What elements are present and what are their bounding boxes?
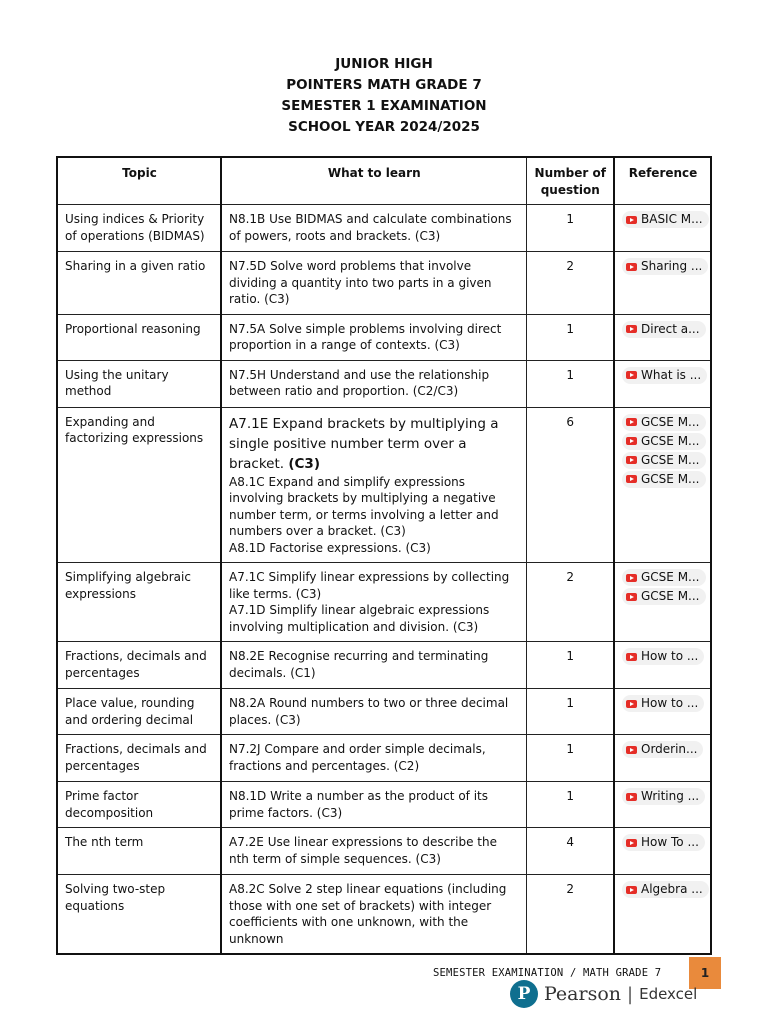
reference-link-label: How to ...: [641, 649, 699, 663]
document-header: [0, 54, 768, 138]
topic-cell: Place value, rounding and ordering decimal: [57, 689, 221, 735]
page-number: 1: [689, 957, 721, 989]
reference-link-label: GCSE M...: [641, 452, 700, 467]
learning-objective-cell: [221, 689, 526, 735]
topic-cell: Using indices & Priority of operations (BIDMAS): [57, 205, 221, 252]
reference-link-label: GCSE M...: [641, 570, 700, 584]
reference-link-list: [622, 321, 704, 340]
reference-link-list: [622, 788, 704, 807]
learning-objective-text: N7.5H Understand and use the relationship between ratio and proportion. (C2/C3): [229, 367, 490, 398]
youtube-icon: [626, 456, 637, 464]
topic-cell: Proportional reasoning: [57, 314, 221, 360]
youtube-reference-link[interactable]: [622, 471, 706, 488]
reference-link-list: [622, 834, 704, 853]
learning-objective-text: A7.1D Simplify linear algebraic expressions involving multiplication and division. (C3): [229, 603, 490, 634]
question-count-cell: 1: [526, 642, 614, 689]
reference-link-label: Orderin...: [641, 742, 698, 756]
learning-objective-text: N8.2E Recognise recurring and terminating decimals. (C1): [229, 649, 489, 680]
question-count-cell: 1: [526, 735, 614, 782]
header-line-4: SCHOOL YEAR 2024/2025: [288, 119, 480, 135]
learning-objective-cell: [221, 828, 526, 875]
youtube-icon: [626, 216, 637, 224]
topic-cell: Solving two-step equations: [57, 875, 221, 955]
reference-link-label: GCSE M...: [641, 589, 700, 603]
topic-cell: Sharing in a given ratio: [57, 252, 221, 315]
reference-cell: [614, 360, 711, 407]
question-count-cell: 1: [526, 360, 614, 407]
header-line-3: SEMESTER 1 EXAMINATION: [281, 98, 487, 114]
youtube-icon: [626, 437, 637, 445]
reference-cell: [614, 875, 711, 955]
learning-objective-text: N7.5A Solve simple problems involving direct proportion in a range of contexts. (C3): [229, 321, 502, 352]
learning-objective-text: N8.2A Round numbers to two or three decimal places. (C3): [229, 696, 509, 727]
youtube-icon: [626, 886, 637, 894]
reference-cell: [614, 252, 711, 315]
table-row: [57, 563, 711, 642]
youtube-icon: [626, 746, 637, 754]
table-row: [57, 642, 711, 689]
table-row: [57, 360, 711, 407]
column-header-reference: Reference: [614, 157, 711, 205]
reference-cell: [614, 314, 711, 360]
exam-topics-table: [56, 156, 712, 955]
learning-objective-cell: [221, 407, 526, 563]
youtube-icon: [626, 839, 637, 847]
learning-objective-cell: [221, 360, 526, 407]
learning-objective-cell: [221, 875, 526, 955]
learning-objective-cell: [221, 642, 526, 689]
learning-objective-text: A7.1C Simplify linear expressions by collecting like terms. (C3): [229, 570, 510, 601]
youtube-icon: [626, 700, 637, 708]
learning-objective-cell: [221, 205, 526, 252]
header-line-2: POINTERS MATH GRADE 7: [286, 77, 482, 93]
column-header-learn: What to learn: [221, 157, 526, 205]
youtube-reference-link[interactable]: [622, 834, 705, 851]
learning-objective-cell: [221, 782, 526, 828]
reference-cell: [614, 407, 711, 563]
learning-objective-text: N7.2J Compare and order simple decimals, fractions and percentages. (C2): [229, 742, 486, 773]
reference-link-list: [622, 367, 704, 386]
question-count-cell: 6: [526, 407, 614, 563]
youtube-reference-link[interactable]: [622, 433, 706, 450]
pearson-edexcel-logo: [510, 980, 697, 1008]
reference-link-label: BASIC M...: [641, 212, 703, 226]
youtube-reference-link[interactable]: [622, 648, 704, 665]
youtube-reference-link[interactable]: [622, 788, 705, 805]
youtube-reference-link[interactable]: [622, 258, 708, 275]
reference-link-list: [622, 881, 704, 900]
learning-objective-text: A7.1E Expand brackets by multiplying a single positive number term over a bracket.: [229, 415, 499, 472]
table-row: [57, 735, 711, 782]
youtube-icon: [626, 371, 637, 379]
youtube-icon: [626, 653, 637, 661]
table-header-row: [57, 157, 711, 205]
logo-name: Pearson: [544, 983, 622, 1005]
reference-link-label: Writing ...: [641, 789, 700, 803]
table-row: [57, 314, 711, 360]
footer-caption: SEMESTER EXAMINATION / MATH GRADE 7: [433, 967, 662, 979]
youtube-icon: [626, 418, 637, 426]
table-row: [57, 875, 711, 955]
table-row: [57, 407, 711, 563]
question-count-cell: 1: [526, 782, 614, 828]
question-count-cell: 2: [526, 875, 614, 955]
learning-objective-text: N8.1D Write a number as the product of its prime factors. (C3): [229, 789, 488, 820]
question-count-cell: 4: [526, 828, 614, 875]
column-header-number: Number of question: [526, 157, 614, 205]
topic-cell: Expanding and factorizing expressions: [57, 407, 221, 563]
question-count-cell: 1: [526, 314, 614, 360]
reference-link-list: [622, 569, 704, 607]
pearson-logo-icon: P: [510, 980, 538, 1008]
youtube-icon: [626, 263, 637, 271]
reference-link-list: [622, 695, 704, 714]
youtube-icon: [626, 793, 637, 801]
learning-objective-cell: [221, 563, 526, 642]
header-line-1: JUNIOR HIGH: [335, 56, 433, 72]
reference-link-list: [622, 414, 704, 490]
topic-cell: Simplifying algebraic expressions: [57, 563, 221, 642]
reference-link-label: What is ...: [641, 367, 702, 382]
youtube-reference-link[interactable]: [622, 569, 706, 586]
learning-objective-text: A8.2C Solve 2 step linear equations (including those with one set of brackets) with integer coefficients with one unknown, with the unknown: [229, 882, 507, 946]
reference-link-list: [622, 648, 704, 667]
table-row: [57, 205, 711, 252]
question-count-cell: 2: [526, 563, 614, 642]
youtube-reference-link[interactable]: [622, 367, 707, 384]
learning-objective-highlight: [229, 414, 520, 474]
reference-link-label: GCSE M...: [641, 471, 700, 486]
reference-cell: [614, 828, 711, 875]
reference-cell: [614, 689, 711, 735]
table-row: [57, 828, 711, 875]
topic-cell: Using the unitary method: [57, 360, 221, 407]
learning-objective-cell: [221, 314, 526, 360]
reference-link-label: How To ...: [641, 835, 699, 849]
reference-link-list: [622, 211, 704, 230]
learning-objective-text: A8.1D Factorise expressions. (C3): [229, 540, 431, 555]
learning-objective-text: N7.5D Solve word problems that involve dividing a quantity into two parts in a given ratio. (C3): [229, 259, 492, 306]
topic-cell: Fractions, decimals and percentages: [57, 735, 221, 782]
youtube-icon: [626, 574, 637, 582]
topic-cell: Prime factor decomposition: [57, 782, 221, 828]
youtube-reference-link[interactable]: [622, 414, 706, 431]
youtube-icon: [626, 325, 637, 333]
reference-cell: [614, 735, 711, 782]
reference-link-label: GCSE M...: [641, 433, 700, 448]
reference-link-label: Sharing ...: [641, 259, 703, 273]
youtube-reference-link[interactable]: [622, 881, 709, 898]
table-body: [57, 205, 711, 955]
youtube-reference-link[interactable]: [622, 452, 706, 469]
table-row: [57, 689, 711, 735]
table-row: [57, 782, 711, 828]
reference-link-label: How to ...: [641, 696, 699, 710]
youtube-reference-link[interactable]: [622, 695, 704, 712]
reference-link-label: GCSE M...: [641, 414, 700, 429]
reference-cell: [614, 782, 711, 828]
table-row: [57, 252, 711, 315]
topic-cell: Fractions, decimals and percentages: [57, 642, 221, 689]
column-header-topic: Topic: [57, 157, 221, 205]
question-count-cell: 2: [526, 252, 614, 315]
reference-link-list: [622, 741, 704, 760]
cognitive-level: (C3): [288, 455, 320, 472]
youtube-reference-link[interactable]: [622, 321, 706, 338]
reference-cell: [614, 563, 711, 642]
learning-objective-text: A8.1C Expand and simplify expressions involving brackets by multiplying a negative number term, or terms involving a letter and numbers over a bracket. (C3): [229, 474, 499, 538]
youtube-icon: [626, 475, 637, 483]
reference-link-list: [622, 258, 704, 277]
question-count-cell: 1: [526, 689, 614, 735]
learning-objective-cell: [221, 735, 526, 782]
learning-objective-text: A7.2E Use linear expressions to describe the nth term of simple sequences. (C3): [229, 835, 497, 866]
logo-subtitle: Edexcel: [639, 985, 698, 1003]
youtube-reference-link[interactable]: [622, 588, 706, 605]
topic-cell: The nth term: [57, 828, 221, 875]
question-count-cell: 1: [526, 205, 614, 252]
youtube-reference-link[interactable]: [622, 741, 703, 758]
learning-objective-text: N8.1B Use BIDMAS and calculate combinations of powers, roots and brackets. (C3): [229, 212, 512, 243]
reference-cell: [614, 205, 711, 252]
youtube-icon: [626, 593, 637, 601]
logo-separator: |: [627, 983, 634, 1005]
learning-objective-cell: [221, 252, 526, 315]
reference-link-label: Algebra ...: [641, 882, 703, 896]
reference-cell: [614, 642, 711, 689]
youtube-reference-link[interactable]: [622, 211, 709, 228]
reference-link-label: Direct a...: [641, 321, 700, 336]
